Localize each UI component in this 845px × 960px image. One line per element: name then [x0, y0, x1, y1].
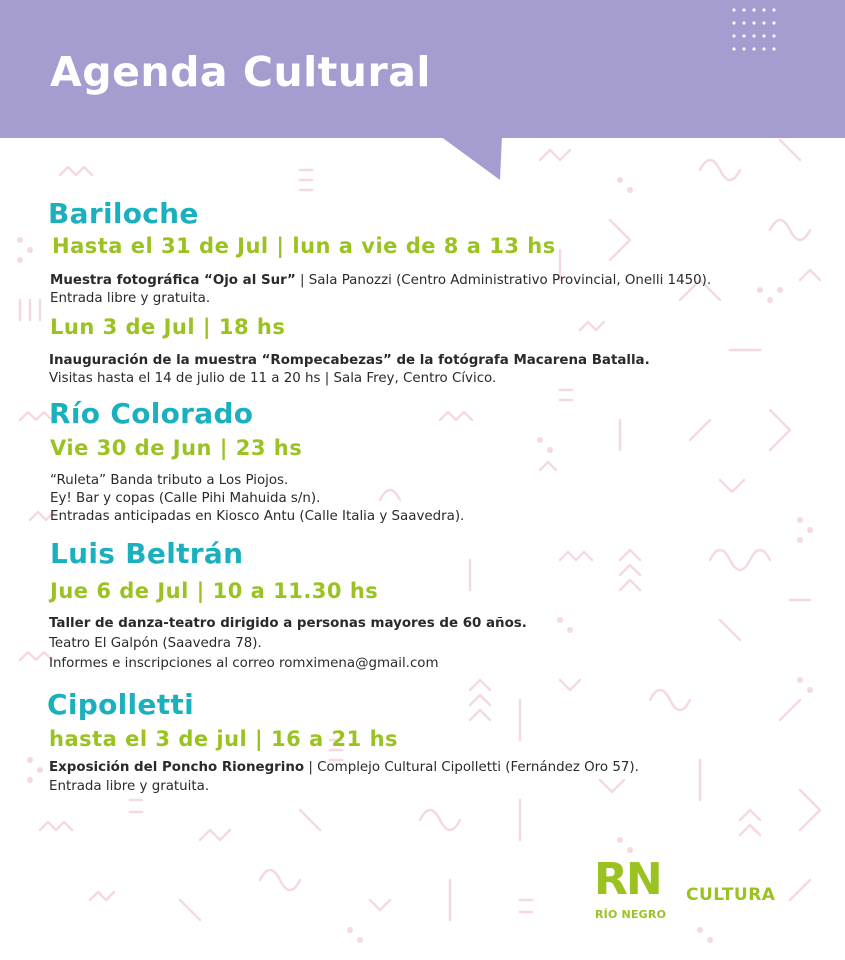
event-description-line: Entrada libre y gratuita. — [49, 779, 210, 794]
rio-negro-logo-text: RÍO NEGRO — [595, 908, 667, 921]
rio-negro-cultura-logo — [594, 854, 794, 928]
event-description-line: Taller de danza-teatro dirigido a personas mayores de 60 años. — [49, 616, 527, 631]
event-date: Vie 30 de Jun | 23 hs — [50, 436, 303, 460]
event-description-line: Entradas anticipadas en Kiosco Antu (Calle Italia y Saavedra). — [50, 509, 465, 524]
event-description-line: Ey! Bar y copas (Calle Pihi Mahuida s/n). — [50, 491, 321, 506]
city-heading-rio-colorado: Río Colorado — [49, 397, 254, 430]
event-description-line: Entrada libre y gratuita. — [50, 291, 211, 306]
event-description-line: Muestra fotográfica “Ojo al Sur” | Sala Panozzi (Centro Administrativo Provincial, Onelli 1450). — [50, 273, 712, 288]
event-description-line: Visitas hasta el 14 de julio de 11 a 20 hs | Sala Frey, Centro Cívico. — [49, 371, 497, 386]
event-date: hasta el 3 de jul | 16 a 21 hs — [49, 727, 399, 751]
page-title: Agenda Cultural — [50, 48, 431, 96]
event-description-line: Exposición del Poncho Rionegrino | Complejo Cultural Cipolletti (Fernández Oro 57). — [49, 760, 639, 775]
event-description-line: Inauguración de la muestra “Rompecabezas” de la fotógrafa Macarena Batalla. — [49, 353, 650, 368]
event-date: Jue 6 de Jul | 10 a 11.30 hs — [50, 579, 379, 603]
city-heading-bariloche: Bariloche — [48, 197, 199, 230]
event-date: Hasta el 31 de Jul | lun a vie de 8 a 13 hs — [52, 234, 556, 258]
event-date: Lun 3 de Jul | 18 hs — [50, 315, 286, 339]
cultura-label: CULTURA — [686, 885, 776, 905]
rn-logo-mark: RN — [594, 854, 661, 905]
event-description-line: “Ruleta” Banda tributo a Los Piojos. — [50, 473, 289, 488]
event-description-line: Informes e inscripciones al correo romximena@gmail.com — [49, 656, 439, 671]
city-heading-cipolletti: Cipolletti — [47, 688, 194, 721]
city-heading-luis-beltran: Luis Beltrán — [50, 537, 244, 570]
event-description-line: Teatro El Galpón (Saavedra 78). — [49, 636, 262, 651]
